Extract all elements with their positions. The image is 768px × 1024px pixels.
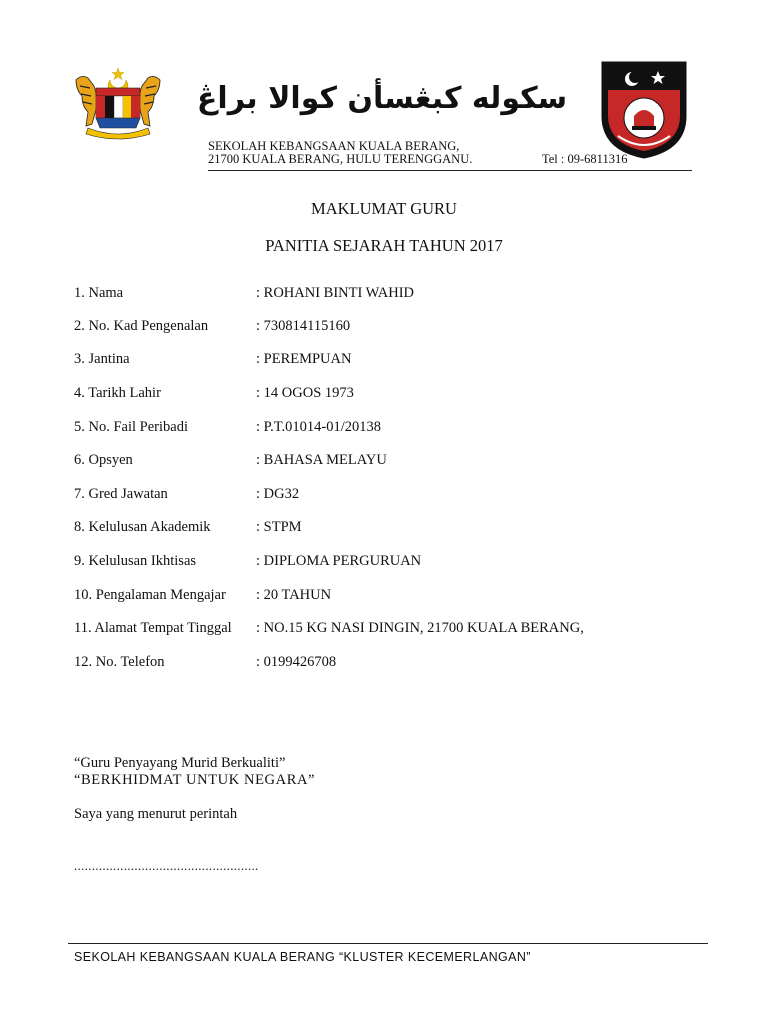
motto-guru: “Guru Penyayang Murid Berkualiti” [74,755,286,771]
sign-off-text: Saya yang menurut perintah [74,806,238,822]
document-title: MAKLUMAT GURU [311,199,457,218]
school-name-line: SEKOLAH KEBANGSAAN KUALA BERANG, [208,139,460,153]
field-label-fail-peribadi: 5. No. Fail Peribadi [74,419,188,435]
document-subtitle: PANITIA SEJARAH TAHUN 2017 [265,236,503,255]
field-value-kelulusan-akademik: : STPM [256,519,302,535]
school-crest-icon [598,58,690,160]
svg-text:سکوله کبڠسأن کوالا براڠ: سکوله کبڠسأن کوالا براڠ [196,81,568,116]
field-label-opsyen: 6. Opsyen [74,452,133,468]
field-value-opsyen: : BAHASA MELAYU [256,452,387,468]
field-label-jantina: 3. Jantina [74,351,130,367]
signature-line: .................................................... [74,858,259,873]
jawi-school-name [196,80,568,118]
field-label-kelulusan-akademik: 8. Kelulusan Akademik [74,519,211,535]
school-telephone: Tel : 09-6811316 [542,152,628,166]
footer-text: SEKOLAH KEBANGSAAN KUALA BERANG “KLUSTER KECEMERLANGAN” [74,950,531,964]
field-value-fail-peribadi: : P.T.01014-01/20138 [256,419,381,435]
field-label-pengalaman-mengajar: 10. Pengalaman Mengajar [74,587,226,603]
field-value-gred-jawatan: : DG32 [256,486,300,502]
field-label-gred-jawatan: 7. Gred Jawatan [74,486,168,502]
field-label-alamat: 11. Alamat Tempat Tinggal [74,620,232,636]
field-value-nama: : ROHANI BINTI WAHID [256,285,415,301]
field-value-pengalaman-mengajar: : 20 TAHUN [256,587,332,603]
field-value-kelulusan-ikhtisas: : DIPLOMA PERGURUAN [256,553,422,569]
field-value-jantina: : PEREMPUAN [256,351,352,367]
motto-negara: “BERKHIDMAT UNTUK NEGARA” [74,772,316,788]
malaysia-coat-of-arms-icon [70,66,166,138]
field-label-nama: 1. Nama [74,285,124,301]
field-value-kad-pengenalan: : 730814115160 [256,318,351,334]
field-value-telefon: : 0199426708 [256,654,337,670]
header-divider [208,170,692,171]
field-value-tarikh-lahir: : 14 OGOS 1973 [256,385,354,401]
field-label-telefon: 12. No. Telefon [74,654,165,670]
field-label-kad-pengenalan: 2. No. Kad Pengenalan [74,318,209,334]
field-label-kelulusan-ikhtisas: 9. Kelulusan Ikhtisas [74,553,197,569]
school-address-line: 21700 KUALA BERANG, HULU TERENGGANU. [208,152,473,166]
field-label-tarikh-lahir: 4. Tarikh Lahir [74,385,161,401]
field-value-alamat: : NO.15 KG NASI DINGIN, 21700 KUALA BERANG, [256,620,584,636]
footer-divider [68,943,708,944]
